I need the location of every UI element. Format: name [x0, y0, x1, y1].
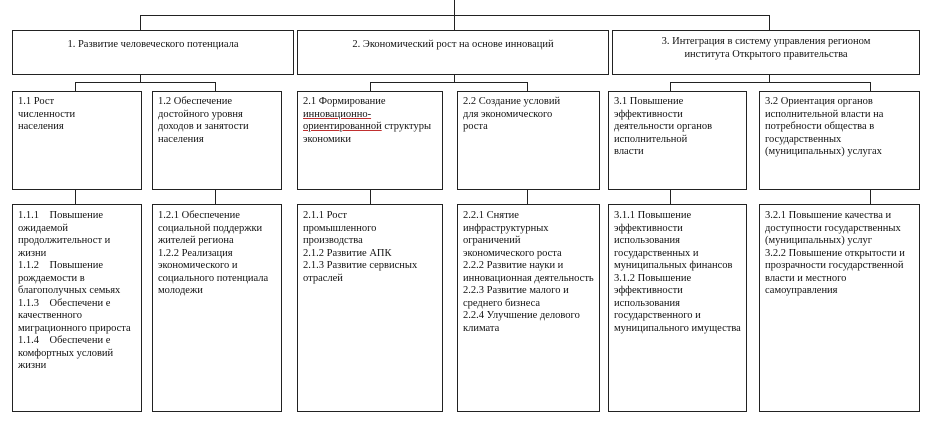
task-item: 3.2.1 Повышение качества и доступности государственных (муниципальных) услуг — [765, 210, 904, 246]
connector-l3-2 — [215, 190, 216, 204]
connector-1-split — [75, 82, 215, 83]
task-box-2-2 — [457, 204, 600, 412]
goal-label-2: 2. Экономический рост на основе инноваций — [352, 39, 554, 50]
task-box-3-1 — [608, 204, 747, 412]
subgoal-label-2-1-underlined: инновационно-ориентированной — [303, 108, 382, 132]
task-item: 1.1.4 Обеспечени е комфортных условий жизни — [18, 335, 116, 371]
task-box-3-2 — [759, 204, 920, 412]
connector-2-split — [370, 82, 527, 83]
task-item: 1.2.1 Обеспечение социальной поддержки жителей региона — [158, 210, 265, 246]
goal-label-1: 1. Развитие человеческого потенциала — [67, 39, 239, 50]
task-item: 2.2.4 Улучшение делового климата — [463, 310, 583, 334]
subgoal-label-2-2: 2.2 Создание условий для экономического роста — [463, 96, 561, 132]
task-item: 3.1.2 Повышение эффективности использования государственного и муниципального имущества — [614, 272, 741, 334]
task-item: 2.1.3 Развитие сервисных отраслей — [303, 260, 420, 284]
connector-3-split — [670, 82, 870, 83]
task-box-1-2 — [152, 204, 282, 412]
connector-l3-5 — [670, 190, 671, 204]
connector-3-2 — [870, 82, 871, 91]
connector-2-1 — [370, 82, 371, 91]
connector-3 — [769, 15, 770, 30]
connector-1-1 — [75, 82, 76, 91]
connector-2 — [454, 15, 455, 30]
task-item: 1.2.2 Реализация экономического и социального потенциала молодежи — [158, 247, 271, 296]
subgoal-box-1-2 — [152, 91, 282, 190]
connector-1-2 — [215, 82, 216, 91]
connector-l3-4 — [527, 190, 528, 204]
subgoal-box-3-1 — [608, 91, 747, 190]
connector-3-1 — [670, 82, 671, 91]
goal-box-2 — [297, 30, 609, 75]
subgoal-label-3-1: 3.1 Повышение эффективности деятельности органов исполнительной власти — [614, 96, 713, 157]
task-box-1-1 — [12, 204, 142, 412]
task-item: 1.1.3 Обеспечени е качественного миграционного прироста — [18, 297, 131, 334]
task-box-2-1 — [297, 204, 443, 412]
connector-l3-1 — [75, 190, 76, 204]
connector-1 — [140, 15, 141, 30]
subgoal-box-2-2 — [457, 91, 600, 190]
goal-label-3: 3. Интеграция в систему управления регионом института Открытого правительства — [661, 36, 871, 60]
subgoal-label-2-1-suffix: структуры экономики — [303, 121, 432, 145]
task-item: 2.1.1 Рост промышленного производства — [303, 210, 380, 246]
task-item: 2.2.2 Развитие науки и инновационная деятельность — [463, 260, 594, 284]
task-item: 2.2.3 Развитие малого и среднего бизнеса — [463, 285, 572, 309]
subgoal-box-1-1 — [12, 91, 142, 190]
task-item: 2.2.1 Снятие инфраструктурных ограничений экономического роста — [463, 210, 562, 259]
task-item: 2.1.2 Развитие АПК — [303, 247, 392, 259]
task-item: 1.1.1 Повышение ожидаемой продолжительност и жизни — [18, 210, 113, 259]
subgoal-label-3-2: 3.2 Ориентация органов исполнительной власти на потребности общества в государственных (муниципальных) услугах — [765, 96, 884, 157]
task-item: 3.1.1 Повышение эффективности использования государственных и муниципальных финансов — [614, 210, 733, 271]
subgoal-label-1-2: 1.2 Обеспечение достойного уровня доходов и занятости населения — [158, 96, 249, 145]
goal-box-3 — [612, 30, 920, 75]
task-item: 3.2.2 Повышение открытости и прозрачности государственной власти и местного самоуправления — [765, 247, 908, 296]
subgoal-label-1-1: 1.1 Рост численности населения — [18, 96, 76, 132]
connector-l3-6 — [870, 190, 871, 204]
subgoal-box-2-1 — [297, 91, 443, 190]
goal-box-1 — [12, 30, 294, 75]
root-connector — [454, 0, 455, 16]
connector-l3-3 — [370, 190, 371, 204]
subgoal-box-3-2 — [759, 91, 920, 190]
subgoal-label-2-1-prefix: 2.1 Формирование — [303, 96, 386, 107]
connector-2-2 — [527, 82, 528, 91]
task-item: 1.1.2 Повышение рождаемости в благополучных семьях — [18, 260, 121, 296]
